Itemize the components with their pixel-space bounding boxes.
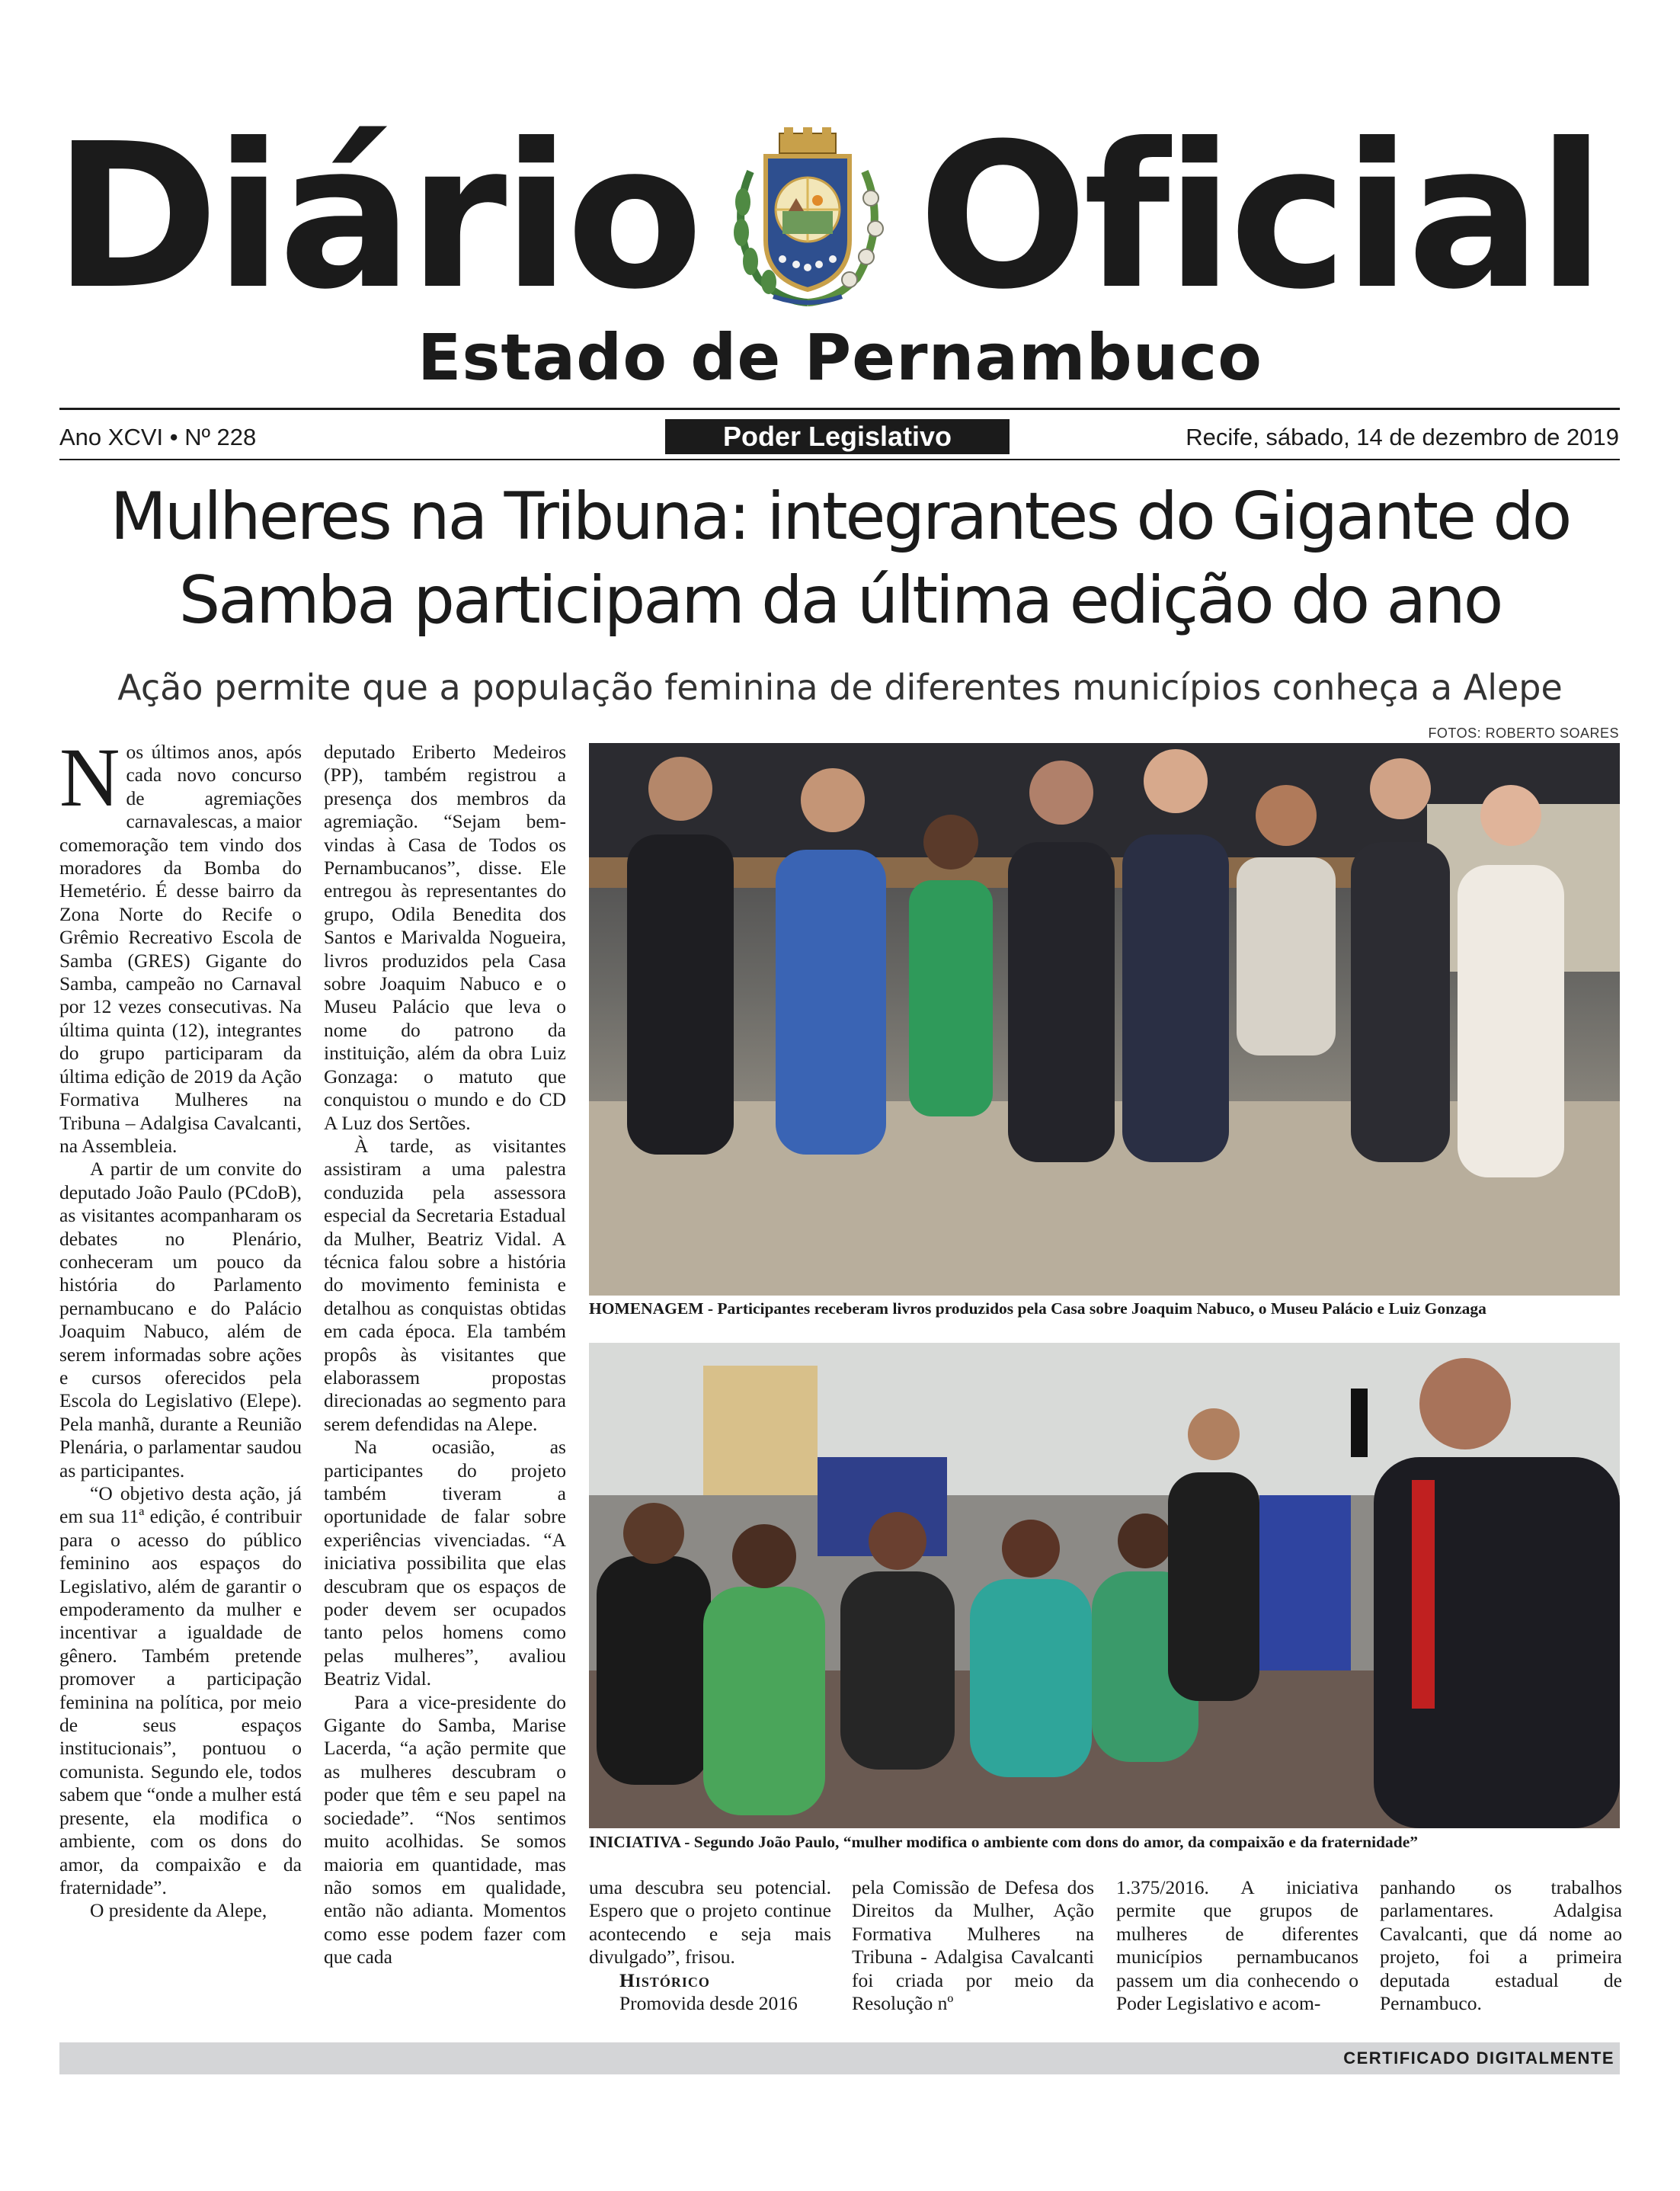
headline-line-2: Samba participam da última edição do ano	[178, 562, 1502, 639]
paragraph: pela Comissão de Defesa dos Direitos da Mulher, Ação Formativa Mulheres na Tribuna - Adalgisa Cavalcanti foi criada por meio da Resolução nº	[852, 1876, 1094, 2015]
publication-date: Recife, sábado, 14 de dezembro de 2019	[1186, 424, 1619, 450]
paragraph: Promovida desde 2016	[619, 1992, 798, 2015]
section-heading: Histórico	[619, 1968, 710, 1991]
text-column-6	[1380, 1876, 1622, 2021]
paragraph: panhando os trabalhos parlamentares. Adalgisa Cavalcanti, que dá nome ao projeto, foi a primeira deputada estadual de Pernambuco.	[1380, 1876, 1622, 2015]
text-column-2	[324, 741, 566, 2021]
paragraph	[59, 741, 302, 1158]
section-label: Poder Legislativo	[665, 419, 1010, 454]
masthead-top-rule	[59, 408, 1620, 410]
paragraph-text: os últimos anos, após cada novo concurso de agremiações carnavalescas, a maior comemoração tem vindo dos moradores da Bomba do Hemetério. É desse bairro da Zona Norte do Recife o Grêmio Recreativo Escola de Samba (GRES) Gigante do Samba, campeão no Carnaval por 12 vezes consecutivas. Na última quinta (12), integrantes do grupo participaram da última edição de 2019 da Ação Formativa Mulheres na Tribuna – Adalgisa Cavalcanti, na Assembleia.	[59, 741, 302, 1157]
masthead-title-right: Oficial	[918, 101, 1602, 333]
paragraph: Para a vice-presidente do Gigante do Samba, Marise Lacerda, “a ação permite que as mulheres descubram o poder que têm e seu papel na sociedade”. “Nos sentimos muito acolhidas. Se somos maioria em quantidade, mas não somos em qualidade, então não adianta. Momentos como esse podem fazer com que cada	[324, 1690, 566, 1968]
paragraph: “O objetivo desta ação, já em sua 11ª edição, é contribuir para o acesso do público feminino aos espaços do Legislativo, além de garantir o empoderamento da mulher e incentivar a igualdade de gênero. Também pretende promover a participação feminina na política, por meio de seus espaços institucionais”, pontuou o comunista. Segundo ele, todos sabem que “onde a mulher está presente, ela modifica o ambiente, com os dons do amor, da compaixão e da fraternidade”.	[59, 1482, 302, 1898]
text-column-1	[59, 741, 302, 2021]
text-column-5	[1116, 1876, 1358, 2021]
pernambuco-coat-of-arms-icon	[720, 126, 895, 309]
photo-homenagem	[589, 743, 1620, 1296]
digital-certification-label: CERTIFICADO DIGITALMENTE	[1343, 2048, 1614, 2068]
masthead-title-left: Diário	[53, 101, 699, 333]
paragraph: À tarde, as visitantes assistiram a uma palestra conduzida pela assessora especial da Secretaria Estadual da Mulher, Beatriz Vidal. A técnica falou sobre a história do movimento feminista e detalhou as conquistas obtidas em cada época. Ela também propôs às visitantes que elaborassem propostas direcionadas ao segmento para serem defendidas na Alepe.	[324, 1134, 566, 1435]
photo-credit: FOTOS: ROBERTO SOARES	[1428, 726, 1619, 741]
headline-line-1: Mulheres na Tribuna: integrantes do Gigante do	[110, 479, 1570, 555]
photo-iniciativa	[589, 1343, 1620, 1828]
text-column-3	[589, 1876, 831, 2021]
paragraph: deputado Eriberto Medeiros (PP), também registrou a presença dos membros da agremiação. “Sejam bem-vindas à Casa de Todos os Pernambucanos”, disse. Ele entregou às representantes do grupo, Odila Benedita dos Santos e Marivalda Nogueira, livros produzidos pela Casa sobre Joaquim Nabuco e o Museu Palácio que leva o nome do patrono da instituição, além da obra Luiz Gonzaga: o matuto que conquistou o mundo e do CD A Luz dos Sertões.	[324, 741, 566, 1134]
photo-caption-homenagem: HOMENAGEM - Participantes receberam livros produzidos pela Casa sobre Joaquim Nabuco, o Museu Palácio e Luiz Gonzaga	[589, 1299, 1486, 1318]
article-deck: Ação permite que a população feminina de diferentes municípios conheça a Alepe	[117, 667, 1563, 708]
photo-caption-iniciativa: INICIATIVA - Segundo João Paulo, “mulher modifica o ambiente com dons do amor, da compaixão e da fraternidade”	[589, 1833, 1419, 1851]
paragraph: Na ocasião, as participantes do projeto também tiveram a oportunidade de falar sobre experiências vivenciadas. “A iniciativa possibilita que elas descubram que os espaços de poder devem ser ocupados tanto pelos homens como pelas mulheres”, avaliou Beatriz Vidal.	[324, 1436, 566, 1690]
paragraph: O presidente da Alepe,	[90, 1899, 267, 1922]
paragraph: 1.375/2016. A iniciativa permite que grupos de mulheres de diferentes municípios pernambucanos passem um dia conhecendo o Poder Legislativo e acom-	[1116, 1876, 1358, 2015]
masthead-subtitle: Estado de Pernambuco	[417, 320, 1263, 395]
paragraph: A partir de um convite do deputado João Paulo (PCdoB), as visitantes acompanharam os debates no Plenário, conheceram um pouco da história do Parlamento pernambucano e do Palácio Joaquim Nabuco, além de serem informadas sobre ações e cursos oferecidos pela Escola do Legislativo (Elepe). Pela manhã, durante a Reunião Plenária, o parlamentar saudou as participantes.	[59, 1158, 302, 1481]
paragraph: uma descubra seu potencial. Espero que o projeto continue acontecendo e seja mais divulgado”, frisou.	[589, 1876, 831, 1968]
drop-cap: N	[59, 741, 120, 824]
masthead-bottom-rule	[59, 459, 1620, 460]
issue-number: Ano XCVI • Nº 228	[59, 424, 257, 450]
text-column-4	[852, 1876, 1094, 2021]
